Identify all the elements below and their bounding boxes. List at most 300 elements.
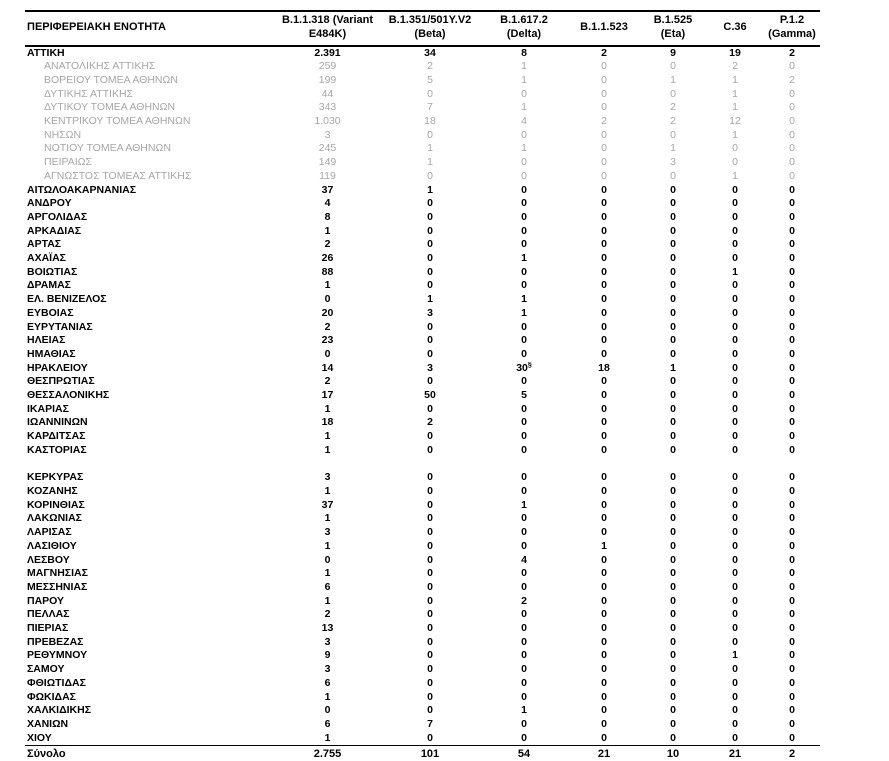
- cell-value-1: 18: [424, 115, 436, 128]
- cell-value-4: 0: [670, 635, 676, 648]
- cell-value-6: 0: [789, 128, 795, 141]
- cell-value-6: 0: [789, 101, 795, 114]
- cell-value-1: 3: [427, 306, 433, 319]
- cell-value-0: 6: [324, 580, 331, 593]
- region-name: ΛΑΚΩΝΙΑΣ: [27, 512, 82, 525]
- cell-value-1: 0: [427, 731, 433, 744]
- cell-value-2: [480, 458, 568, 472]
- cell-value-1: 34: [424, 46, 436, 59]
- table-row: [25, 471, 820, 485]
- cell-value-6: 0: [789, 731, 795, 744]
- cell-value-5: 0: [732, 567, 738, 580]
- region-name: ΦΘΙΩΤΙΔΑΣ: [27, 676, 86, 689]
- cell-value-6: 0: [789, 361, 795, 374]
- cell-value-0: 8: [324, 210, 331, 223]
- cell-value-1: 0: [427, 690, 433, 703]
- cell-value-6: 0: [789, 238, 795, 251]
- cell-value-2: 0: [521, 334, 527, 347]
- cell-value-3: 0: [601, 320, 607, 333]
- cell-value-3: 0: [601, 210, 607, 223]
- cell-value-1: 7: [427, 101, 433, 114]
- total-value-3: 21: [568, 746, 640, 761]
- cell-value-4: 9: [670, 46, 676, 59]
- cell-value-2: 0: [521, 402, 527, 415]
- cell-value-6: 2: [789, 46, 795, 59]
- cell-value-4: 0: [670, 484, 676, 497]
- cell-value-3: 0: [601, 635, 607, 648]
- cell-value-2: 1: [521, 293, 527, 306]
- cell-value-3: 0: [601, 553, 607, 566]
- cell-value-2: 0: [521, 663, 527, 676]
- cell-value-4: 0: [670, 608, 676, 621]
- cell-value-5: 0: [732, 498, 738, 511]
- cell-value-2: 0: [521, 87, 527, 100]
- cell-value-3: 0: [601, 649, 607, 662]
- cell-value-5: 1: [732, 101, 738, 114]
- cell-value-4: 0: [670, 676, 676, 689]
- cell-value-1: 0: [427, 471, 433, 484]
- region-name: ΔΡΑΜΑΣ: [27, 279, 71, 292]
- cell-value-5: 2: [732, 60, 738, 73]
- cell-value-5: 0: [732, 622, 738, 635]
- table-row: [25, 499, 820, 513]
- cell-value-1: 0: [427, 498, 433, 511]
- cell-value-0: 1: [324, 430, 331, 443]
- cell-value-4: 0: [670, 526, 676, 539]
- cell-value-1: 5: [427, 73, 433, 86]
- cell-value-0: 1: [324, 279, 331, 292]
- cell-value-1: 0: [427, 252, 433, 265]
- cell-value-3: 0: [601, 622, 607, 635]
- region-name: [25, 458, 275, 472]
- cell-value-5: 1: [732, 87, 738, 100]
- cell-value-5: 0: [732, 197, 738, 210]
- table-row: [25, 46, 820, 61]
- cell-value-2: 0: [521, 238, 527, 251]
- table-row: [25, 321, 820, 335]
- cell-value-2: 0: [521, 484, 527, 497]
- cell-value-3: 0: [601, 512, 607, 525]
- cell-value-1: 3: [427, 361, 433, 374]
- cell-value-4: 0: [670, 567, 676, 580]
- cell-value-2: 0: [521, 169, 527, 182]
- cell-value-4: 0: [670, 717, 676, 730]
- table-header: [25, 11, 820, 46]
- cell-value-0: 259: [318, 60, 337, 73]
- cell-value-3: 0: [601, 60, 607, 73]
- cell-value-0: 3: [324, 635, 331, 648]
- cell-value-0: 14: [321, 361, 334, 374]
- cell-value-5: 0: [732, 293, 738, 306]
- cell-value-0: 9: [324, 649, 331, 662]
- total-label: Σύνολο: [25, 746, 275, 761]
- table-row: [25, 485, 820, 499]
- cell-value-3: 0: [601, 87, 607, 100]
- cell-value-5: 0: [732, 210, 738, 223]
- cell-value-4: 0: [670, 512, 676, 525]
- cell-value-6: 0: [789, 293, 795, 306]
- cell-value-6: 0: [789, 539, 795, 552]
- cell-value-1: 2: [427, 60, 433, 73]
- total-value-0: 2.755: [275, 746, 380, 761]
- cell-value-3: 0: [601, 690, 607, 703]
- cell-value-1: 0: [427, 704, 433, 717]
- cell-value-0: 1.030: [314, 115, 341, 128]
- cell-value-5: 0: [732, 731, 738, 744]
- cell-value-6: 0: [789, 156, 795, 169]
- cell-value-6: 0: [789, 649, 795, 662]
- cell-value-0: 37: [321, 498, 334, 511]
- table-row: [25, 225, 820, 239]
- header-region-label: ΠΕΡΙΦΕΡΕΙΑΚΗ ΕΝΟΤΗΤΑ: [25, 11, 275, 46]
- cell-value-6: 0: [789, 389, 795, 402]
- cell-value-6: 0: [789, 320, 795, 333]
- region-name: ΠΑΡΟΥ: [27, 594, 65, 607]
- cell-value-3: 2: [601, 46, 607, 59]
- cell-value-5: 0: [732, 347, 738, 360]
- region-name: ΕΥΡΥΤΑΝΙΑΣ: [27, 320, 93, 333]
- cell-value-2: 0: [521, 690, 527, 703]
- cell-value-3: 0: [601, 197, 607, 210]
- cell-value-1: 1: [427, 183, 433, 196]
- table-row: [25, 430, 820, 444]
- cell-value-5: 0: [732, 252, 738, 265]
- cell-value-1: 7: [427, 717, 433, 730]
- cell-value-4: 0: [670, 416, 676, 429]
- cell-value-6: 0: [789, 210, 795, 223]
- table-row: [25, 677, 820, 691]
- table-row: [25, 238, 820, 252]
- total-row: [25, 746, 820, 761]
- region-name: ΚΑΣΤΟΡΙΑΣ: [27, 443, 87, 456]
- cell-value-2: 0: [521, 649, 527, 662]
- cell-value-1: 1: [427, 156, 433, 169]
- cell-value-3: 0: [601, 580, 607, 593]
- cell-value-4: 0: [670, 238, 676, 251]
- cell-value-0: 2.391: [314, 46, 341, 59]
- table-row: [25, 444, 820, 458]
- cell-value-2: 0: [521, 567, 527, 580]
- cell-value-4: 0: [670, 334, 676, 347]
- cell-value-6: 0: [789, 690, 795, 703]
- header-variant-0: B.1.1.318 (Variant E484K): [275, 11, 380, 46]
- total-value-1: 101: [380, 746, 480, 761]
- cell-value-3: 0: [601, 306, 607, 319]
- cell-value-4: 3: [670, 156, 676, 169]
- cell-value-4: 0: [670, 224, 676, 237]
- cell-value-5: 0: [732, 635, 738, 648]
- cell-value-6: 0: [789, 484, 795, 497]
- region-name: ΜΑΓΝΗΣΙΑΣ: [27, 567, 88, 580]
- cell-value-6: 0: [789, 594, 795, 607]
- table-row: [25, 595, 820, 609]
- cell-value-6: [764, 458, 820, 472]
- table-row: [25, 554, 820, 568]
- cell-value-4: 0: [670, 293, 676, 306]
- cell-value-5: 0: [732, 690, 738, 703]
- cell-value-0: 13: [321, 622, 334, 635]
- cell-value-6: 0: [789, 347, 795, 360]
- cell-value-0: 88: [321, 265, 334, 278]
- cell-value-4: 0: [670, 128, 676, 141]
- cell-value-3: 0: [601, 402, 607, 415]
- cell-value-0: 1: [324, 731, 331, 744]
- cell-value-3: 0: [601, 608, 607, 621]
- cell-value-1: 0: [427, 635, 433, 648]
- cell-value-2: 1: [521, 73, 527, 86]
- table-row: [25, 636, 820, 650]
- region-name: ΙΩΑΝΝΙΝΩΝ: [27, 416, 88, 429]
- region-name: ΚΕΡΚΥΡΑΣ: [27, 471, 84, 484]
- cell-value-3: 0: [601, 142, 607, 155]
- cell-value-4: 0: [670, 649, 676, 662]
- cell-value-5: 0: [732, 416, 738, 429]
- cell-value-0: 3: [324, 663, 331, 676]
- cell-value-2: 0: [521, 635, 527, 648]
- region-name: ΦΩΚΙΔΑΣ: [27, 690, 76, 703]
- cell-value-1: 0: [427, 430, 433, 443]
- region-name: ΑΝΑΤΟΛΙΚΗΣ ΑΤΤΙΚΗΣ: [44, 60, 156, 73]
- cell-value-5: 0: [732, 361, 738, 374]
- region-name: ΑΡΓΟΛΙΔΑΣ: [27, 210, 88, 223]
- table-row: [25, 211, 820, 225]
- cell-value-2: 0: [521, 320, 527, 333]
- cell-value-1: 50: [424, 389, 436, 402]
- cell-value-3: 0: [601, 156, 607, 169]
- cell-value-5: 0: [732, 142, 738, 155]
- cell-value-2: 0: [521, 717, 527, 730]
- region-name: ΠΕΙΡΑΙΩΣ: [44, 156, 92, 169]
- cell-value-4: 0: [670, 265, 676, 278]
- cell-value-4: 0: [670, 320, 676, 333]
- cell-value-0: 119: [319, 169, 336, 182]
- table-row: [25, 279, 820, 293]
- cell-value-3: 0: [601, 101, 607, 114]
- cell-value-0: 245: [318, 142, 337, 155]
- cell-value-4: 0: [670, 471, 676, 484]
- total-value-2: 54: [480, 746, 568, 761]
- cell-value-0: 1: [324, 690, 331, 703]
- cell-value-2: 0: [521, 471, 527, 484]
- cell-value-4: [640, 458, 706, 472]
- cell-value-4: 0: [670, 169, 676, 182]
- cell-value-3: 0: [601, 375, 607, 388]
- cell-value-1: 0: [427, 580, 433, 593]
- cell-value-5: 0: [732, 553, 738, 566]
- table-row: [25, 649, 820, 663]
- cell-value-4: 0: [670, 197, 676, 210]
- cell-value-6: 0: [789, 512, 795, 525]
- cell-value-4: 0: [670, 443, 676, 456]
- cell-value-4: 0: [670, 430, 676, 443]
- cell-value-2: 0: [521, 539, 527, 552]
- cell-value-6: 0: [789, 635, 795, 648]
- cell-value-1: 0: [427, 567, 433, 580]
- cell-value-6: 0: [789, 717, 795, 730]
- header-variant-5: C.36: [706, 11, 764, 46]
- cell-value-2: 0: [521, 183, 527, 196]
- cell-value-0: 4: [324, 197, 331, 210]
- table-row: [25, 362, 820, 376]
- cell-value-3: 18: [598, 361, 610, 374]
- cell-value-6: 0: [789, 224, 795, 237]
- cell-value-2: 0: [521, 197, 527, 210]
- table-row: [25, 266, 820, 280]
- cell-value-6: 0: [789, 402, 795, 415]
- table-row: [25, 156, 820, 170]
- total-value-4: 10: [640, 746, 706, 761]
- region-name: ΒΟΙΩΤΙΑΣ: [27, 265, 78, 278]
- cell-value-1: 0: [427, 210, 433, 223]
- cell-value-5: 1: [732, 265, 738, 278]
- table-row: [25, 608, 820, 622]
- cell-value-5: 0: [732, 334, 738, 347]
- cell-value-1: 0: [427, 265, 433, 278]
- cell-value-0: 0: [324, 347, 331, 360]
- cell-value-5: 0: [732, 224, 738, 237]
- cell-value-6: 0: [789, 169, 795, 182]
- cell-value-0: 1: [324, 484, 331, 497]
- cell-value-0: 149: [318, 156, 337, 169]
- cell-value-2: 0: [521, 512, 527, 525]
- cell-value-6: 0: [789, 663, 795, 676]
- cell-value-3: 0: [601, 484, 607, 497]
- cell-value-4: 0: [670, 690, 676, 703]
- region-name: ΛΕΣΒΟΥ: [27, 553, 70, 566]
- table-row: [25, 581, 820, 595]
- region-name: ΣΑΜΟΥ: [27, 663, 65, 676]
- table-row: [25, 184, 820, 198]
- cell-value-5: 1: [732, 649, 738, 662]
- table-row: [25, 252, 820, 266]
- cell-value-0: 1: [324, 567, 331, 580]
- cell-value-1: 0: [427, 649, 433, 662]
- cell-value-4: 0: [670, 389, 676, 402]
- cell-value-2: 4: [521, 115, 527, 128]
- region-name: ΔΥΤΙΚΗΣ ΑΤΤΙΚΗΣ: [44, 87, 134, 100]
- region-name: ΧΑΛΚΙΔΙΚΗΣ: [27, 704, 92, 717]
- cell-value-3: 0: [601, 169, 607, 182]
- table-row: [25, 142, 820, 156]
- table-row: [25, 334, 820, 348]
- cell-value-4: 0: [670, 375, 676, 388]
- table-row: [25, 348, 820, 362]
- cell-value-4: 1: [670, 142, 676, 155]
- cell-value-5: 0: [732, 512, 738, 525]
- cell-value-1: 0: [427, 608, 433, 621]
- cell-value-1: 0: [427, 526, 433, 539]
- cell-value-5: 0: [732, 704, 738, 717]
- cell-value-2: 0: [521, 210, 527, 223]
- cell-value-0: 1: [324, 402, 331, 415]
- cell-value-1: 0: [427, 169, 433, 182]
- cell-value-5: 0: [732, 156, 738, 169]
- region-name: ΑΓΝΩΣΤΟΣ ΤΟΜΕΑΣ ΑΤΤΙΚΗΣ: [44, 169, 192, 182]
- cell-value-3: 0: [601, 704, 607, 717]
- cell-value-6: 0: [789, 197, 795, 210]
- cell-value-0: 0: [324, 553, 331, 566]
- cell-value-0: 1: [324, 594, 331, 607]
- region-name: ΕΥΒΟΙΑΣ: [27, 306, 74, 319]
- cell-value-6: 0: [789, 115, 795, 128]
- table-row: [25, 170, 820, 184]
- region-name: ΚΟΖΑΝΗΣ: [27, 484, 78, 497]
- cell-value-1: 0: [427, 512, 433, 525]
- cell-value-3: 0: [601, 347, 607, 360]
- cell-value-5: 0: [732, 306, 738, 319]
- cell-value-5: 0: [732, 430, 738, 443]
- cell-value-5: 0: [732, 279, 738, 292]
- cell-value-2: 0: [521, 279, 527, 292]
- footnote-marker: §: [527, 361, 532, 369]
- table-row: [25, 293, 820, 307]
- cell-value-1: 0: [427, 594, 433, 607]
- table-row: [25, 129, 820, 143]
- table-row: [25, 718, 820, 732]
- cell-value-0: 2: [324, 238, 331, 251]
- cell-value-6: 0: [789, 471, 795, 484]
- cell-value-1: 0: [427, 128, 433, 141]
- cell-value-6: 0: [789, 567, 795, 580]
- cell-value-3: 0: [601, 334, 607, 347]
- cell-value-0: 23: [321, 334, 334, 347]
- cell-value-6: 0: [789, 580, 795, 593]
- header-variant-2: B.1.617.2 (Delta): [480, 11, 568, 46]
- cell-value-3: 0: [601, 471, 607, 484]
- cell-value-4: 0: [670, 594, 676, 607]
- table-row: [25, 197, 820, 211]
- cell-value-1: 1: [427, 142, 433, 155]
- cell-value-0: 18: [321, 416, 334, 429]
- cell-value-3: 0: [601, 293, 607, 306]
- cell-value-0: 1: [324, 512, 331, 525]
- cell-value-6: 0: [789, 183, 795, 196]
- cell-value-2: 0: [521, 347, 527, 360]
- cell-value-0: 6: [324, 717, 331, 730]
- region-name: ΧΑΝΙΩΝ: [27, 717, 69, 730]
- cell-value-3: 0: [601, 279, 607, 292]
- cell-value-4: 0: [670, 553, 676, 566]
- table-row: [25, 567, 820, 581]
- cell-value-6: 0: [789, 60, 795, 73]
- cell-value-1: 0: [427, 197, 433, 210]
- cell-value-0: 199: [318, 73, 337, 86]
- cell-value-3: 0: [601, 430, 607, 443]
- cell-value-2: 1: [521, 252, 527, 265]
- region-name: ΑΡΤΑΣ: [27, 238, 62, 251]
- region-name: ΛΑΣΙΘΙΟΥ: [27, 539, 77, 552]
- table-row: [25, 115, 820, 129]
- cell-value-5: 0: [732, 238, 738, 251]
- region-name: ΝΗΣΩΝ: [44, 128, 82, 141]
- cell-value-5: 0: [732, 663, 738, 676]
- cell-value-4: 0: [670, 663, 676, 676]
- cell-value-4: 0: [670, 210, 676, 223]
- cell-value-6: 0: [789, 704, 795, 717]
- cell-value-5: 0: [732, 580, 738, 593]
- cell-value-2: 0: [521, 608, 527, 621]
- cell-value-0: 2: [324, 375, 331, 388]
- cell-value-1: 0: [427, 402, 433, 415]
- header-variant-4: B.1.525 (Eta): [640, 11, 706, 46]
- cell-value-2: 4: [521, 553, 527, 566]
- region-name: ΘΕΣΣΑΛΟΝΙΚΗΣ: [27, 389, 110, 402]
- cell-value-6: 0: [789, 430, 795, 443]
- cell-value-4: 0: [670, 539, 676, 552]
- cell-value-0: 0: [324, 704, 331, 717]
- cell-value-3: 0: [601, 676, 607, 689]
- cell-value-2: 0: [521, 224, 527, 237]
